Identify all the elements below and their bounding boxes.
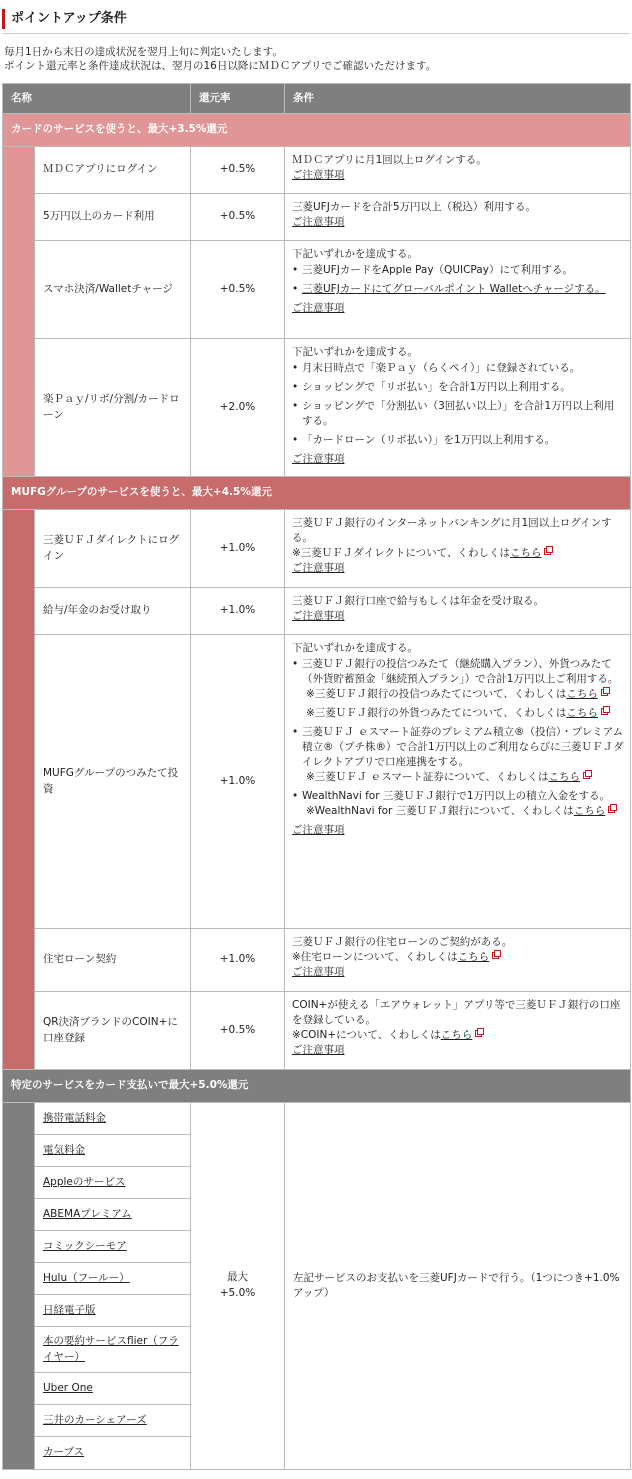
- condition-list: [292, 361, 624, 448]
- caution-link[interactable]: ご注意事項: [292, 966, 345, 978]
- row-rate: +1.0%: [191, 510, 285, 588]
- table-row: [3, 194, 631, 241]
- section-header: [2, 4, 630, 34]
- row-name: 三菱ＵＦＪダイレクトにログイン: [35, 510, 191, 588]
- intro-line-1: 毎月1日から末日の達成状況を翌月上旬に判定いたします。: [4, 46, 283, 58]
- reference-text: ※三菱ＵＦＪダイレクトについて、くわしくはこちら: [292, 546, 624, 561]
- service-link[interactable]: Hulu（フールー）: [43, 1271, 130, 1284]
- details-link[interactable]: こちら: [457, 951, 490, 963]
- caution-link[interactable]: ご注意事項: [292, 562, 345, 574]
- row-rate: +1.0%: [191, 635, 285, 929]
- list-item: • 「カードローン（リボ払い）」を1万円以上利用する。: [292, 433, 624, 448]
- section-stripe: [3, 510, 35, 1070]
- page-title: ポイントアップ条件: [11, 10, 127, 26]
- condition-text: 三菱ＵＦＪ銀行のインターネットバンキングに月1回以上ログインする。: [292, 517, 612, 544]
- service-link[interactable]: コミックシーモア: [43, 1239, 127, 1252]
- row-name: QR決済ブランドのCOIN+に口座登録: [35, 992, 191, 1070]
- row-condition: [285, 194, 631, 241]
- service-list-cell: [35, 1103, 191, 1470]
- caution-link[interactable]: ご注意事項: [292, 824, 345, 836]
- service-link[interactable]: 本の要約サービスflier（フライヤー）: [43, 1334, 179, 1363]
- list-item: [35, 1437, 190, 1469]
- header-rate: 還元率: [191, 84, 285, 114]
- list-item: [35, 1295, 190, 1327]
- list-item: • 三菱ＵＦＪ ｅスマート証券のプレミアム積立®（投信）・プレミアム積立®（プチ株®）で合計1万円以上のご利用ならびに三菱ＵＦＪダイレクトアプリで口座連携をする。 ※三菱ＵＦＪ ｅスマート証券について、くわしくはこちら: [292, 725, 624, 785]
- reference-text: ※WealthNavi for 三菱ＵＦＪ銀行について、くわしくはこちら: [302, 804, 624, 819]
- external-link-icon: [544, 546, 553, 555]
- section-title: MUFGグループのサービスを使うと、最大+4.5%還元: [3, 477, 631, 510]
- reference-text: ※三菱ＵＦＪ銀行の外貨つみたてについて、くわしくはこちら: [302, 706, 624, 721]
- service-link[interactable]: 日経電子版: [43, 1303, 96, 1316]
- details-link[interactable]: こちら: [440, 1029, 473, 1041]
- reference-text: ※COIN+について、くわしくはこちら: [292, 1028, 624, 1043]
- details-link[interactable]: こちら: [548, 771, 581, 783]
- section-row-services: [3, 1070, 631, 1103]
- header-condition: 条件: [285, 84, 631, 114]
- reference-text: ※住宅ローンについて、くわしくはこちら: [292, 950, 624, 965]
- caution-link[interactable]: ご注意事項: [292, 1044, 345, 1056]
- external-link-icon: [583, 770, 592, 779]
- page: [0, 4, 632, 1470]
- condition-text: 下記いずれかを達成する。: [292, 248, 418, 260]
- list-item: [35, 1327, 190, 1373]
- list-item: • ショッピングで「リボ払い」を合計1万円以上利用する。: [292, 380, 624, 395]
- caution-link[interactable]: ご注意事項: [292, 216, 345, 228]
- caution-link[interactable]: ご注意事項: [292, 302, 345, 314]
- point-up-table: [2, 83, 631, 1470]
- caution-link[interactable]: ご注意事項: [292, 453, 345, 465]
- service-link[interactable]: 携帯電話料金: [43, 1111, 106, 1124]
- row-rate: +0.5%: [191, 147, 285, 194]
- external-link-icon: [601, 687, 610, 696]
- list-item: [35, 1263, 190, 1295]
- row-name: スマホ決済/Walletチャージ: [35, 241, 191, 339]
- table-row: [3, 1103, 631, 1470]
- row-condition: [285, 241, 631, 339]
- row-rate: +1.0%: [191, 929, 285, 992]
- condition-text: ＭＤＣアプリに月1回以上ログインする。: [292, 154, 487, 166]
- service-link[interactable]: ABEMAプレミアム: [43, 1207, 132, 1220]
- condition-list: [292, 263, 624, 297]
- section-row-card: [3, 114, 631, 147]
- row-condition: [285, 510, 631, 588]
- row-condition: 左記サービスのお支払いを三菱UFJカードで行う。（1つにつき+1.0%アップ）: [285, 1103, 631, 1470]
- section-stripe: [3, 1103, 35, 1470]
- details-link[interactable]: こちら: [509, 547, 542, 559]
- list-item: • ショッピングで「分割払い（3回払い以上）」を合計1万円以上利用する。: [292, 399, 624, 429]
- list-item: • 三菱ＵＦＪ銀行の投信つみたて（継続購入プラン）、外貨つみたて（外貨貯蓄預金「継続預入プラン」）で合計1万円以上ご利用する。 ※三菱ＵＦＪ銀行の投信つみたてについて、くわしくはこちら ※三菱ＵＦＪ銀行の外貨つみたてについて、くわしくはこちら: [292, 657, 624, 721]
- list-item: [35, 1373, 190, 1405]
- reference-text: ※三菱ＵＦＪ銀行の投信つみたてについて、くわしくはこちら: [302, 687, 624, 702]
- table-row: [3, 339, 631, 477]
- title-accent-bar: [2, 9, 5, 29]
- external-link-icon: [601, 706, 610, 715]
- row-condition: [285, 992, 631, 1070]
- row-name: MUFGグループのつみたて投資: [35, 635, 191, 929]
- list-item: [35, 1103, 190, 1135]
- table-row: [3, 510, 631, 588]
- condition-text: 下記いずれかを達成する。: [292, 346, 418, 358]
- row-rate: +0.5%: [191, 194, 285, 241]
- header-name: 名称: [3, 84, 191, 114]
- condition-text: 三菱UFJカードを合計5万円以上（税込）利用する。: [292, 201, 537, 213]
- list-item: [35, 1405, 190, 1437]
- row-rate: +0.5%: [191, 241, 285, 339]
- table-header-row: [3, 84, 631, 114]
- row-rate: 最大 +5.0%: [191, 1103, 285, 1470]
- row-rate: +2.0%: [191, 339, 285, 477]
- condition-list: [292, 657, 624, 819]
- row-condition: [285, 929, 631, 992]
- condition-text: 下記いずれかを達成する。: [292, 642, 418, 654]
- service-link[interactable]: カーブス: [43, 1446, 85, 1459]
- condition-text: 三菱ＵＦＪ銀行の住宅ローンのご契約がある。: [292, 936, 513, 948]
- row-rate: +0.5%: [191, 992, 285, 1070]
- external-link-icon: [608, 804, 617, 813]
- table-row: [3, 992, 631, 1070]
- caution-link[interactable]: ご注意事項: [292, 610, 345, 622]
- row-condition: [285, 147, 631, 194]
- row-name: 楽Ｐａｙ/リボ/分割/カードローン: [35, 339, 191, 477]
- row-condition: [285, 588, 631, 635]
- row-name: 5万円以上のカード利用: [35, 194, 191, 241]
- external-link-icon: [475, 1028, 484, 1037]
- table-row: [3, 241, 631, 339]
- external-link-icon: [492, 950, 501, 959]
- intro-line-2: ポイント還元率と条件達成状況は、翌月の16日以降にＭＤＣアプリでご確認いただけます。: [4, 60, 437, 72]
- service-link[interactable]: 電気料金: [43, 1143, 85, 1156]
- intro-text: [2, 34, 630, 83]
- section-row-mufg: [3, 477, 631, 510]
- table-row: [3, 588, 631, 635]
- service-link[interactable]: 三井のカーシェアーズ: [43, 1413, 147, 1426]
- section-title: 特定のサービスをカード支払いで最大+5.0%還元: [3, 1070, 631, 1103]
- row-name: 住宅ローン契約: [35, 929, 191, 992]
- details-link[interactable]: こちら: [566, 707, 598, 719]
- row-name: ＭＤＣアプリにログイン: [35, 147, 191, 194]
- table-row: [3, 147, 631, 194]
- section-stripe: [3, 147, 35, 477]
- list-item: [35, 1231, 190, 1263]
- section-title: カードのサービスを使うと、最大+3.5%還元: [3, 114, 631, 147]
- condition-text: 三菱ＵＦＪ銀行口座で給与もしくは年金を受け取る。: [292, 595, 544, 607]
- table-row: [3, 635, 631, 929]
- caution-link[interactable]: ご注意事項: [292, 169, 345, 181]
- list-item: • 三菱UFJカードにてグローバルポイント Walletへチャージする。: [292, 282, 624, 297]
- row-rate: +1.0%: [191, 588, 285, 635]
- details-link[interactable]: こちら: [566, 688, 598, 700]
- list-item: [35, 1199, 190, 1231]
- row-condition: [285, 339, 631, 477]
- service-link[interactable]: Appleのサービス: [43, 1175, 126, 1188]
- list-item: [35, 1135, 190, 1167]
- list-item: [35, 1167, 190, 1199]
- reference-text: ※三菱ＵＦＪ ｅスマート証券について、くわしくはこちら: [302, 770, 624, 785]
- row-name: 給与/年金のお受け取り: [35, 588, 191, 635]
- list-item: • WealthNavi for 三菱ＵＦＪ銀行で1万円以上の積立入金をする。 ※WealthNavi for 三菱ＵＦＪ銀行について、くわしくはこちら: [292, 789, 624, 819]
- service-link[interactable]: Uber One: [43, 1381, 93, 1394]
- details-link[interactable]: こちら: [573, 805, 606, 817]
- list-item: • 三菱UFJカードをApple Pay（QUICPay）にて利用する。: [292, 263, 624, 278]
- row-condition: [285, 635, 631, 929]
- condition-text: COIN+が使える「エアウォレット」アプリ等で三菱ＵＦＪ銀行の口座を登録している。: [292, 999, 621, 1026]
- list-item: • 月末日時点で「楽Ｐａｙ（らくペイ）」に登録されている。: [292, 361, 624, 376]
- service-list: [35, 1103, 190, 1469]
- table-row: [3, 929, 631, 992]
